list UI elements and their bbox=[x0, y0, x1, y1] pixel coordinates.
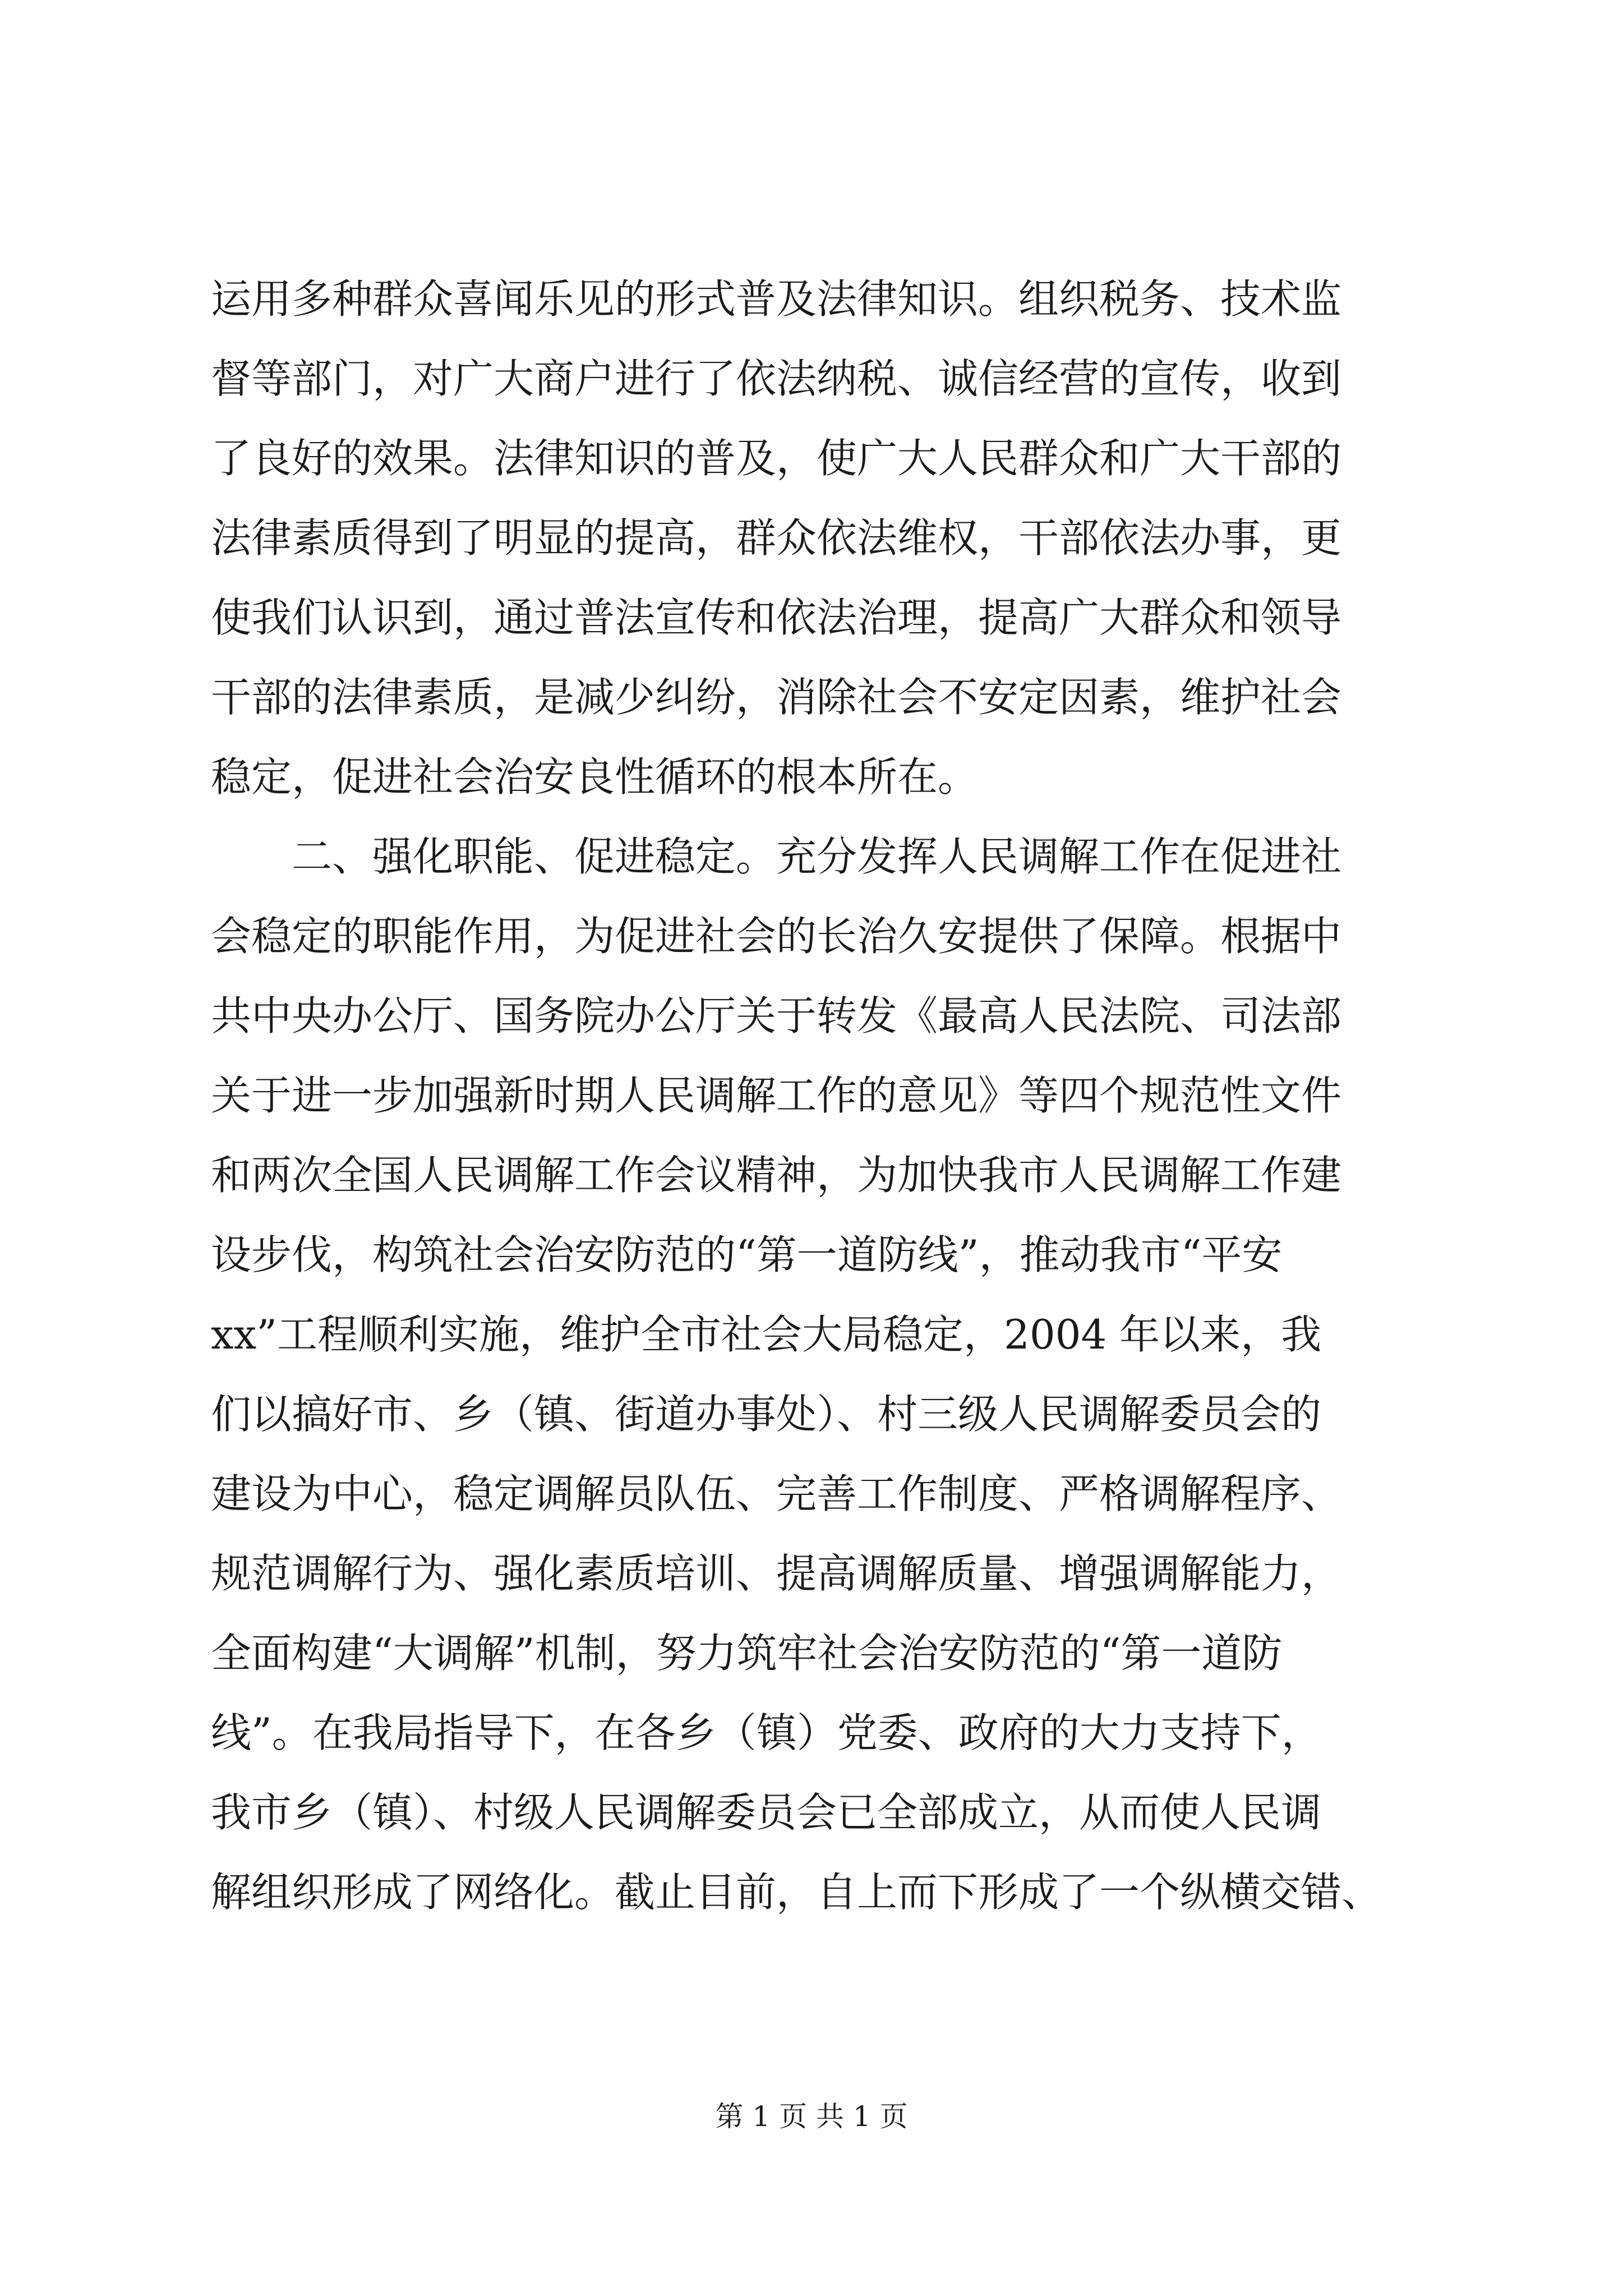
text-line: 运用多种群众喜闻乐见的形式普及法律知识。组织税务、技术监 bbox=[211, 275, 1342, 323]
page-number-footer: 第 1 页 共 1 页 bbox=[715, 2100, 908, 2133]
text-line: 关于进一步加强新时期人民调解工作的意见》等四个规范性文件 bbox=[211, 1072, 1342, 1119]
text-line: 全面构建“大调解”机制，努力筑牢社会治安防范的“第一道防 bbox=[211, 1630, 1283, 1677]
text-line: 稳定，促进社会治安良性循环的根本所在。 bbox=[211, 753, 979, 800]
text-line: 干部的法律素质，是减少纠纷，消除社会不安定因素，维护社会 bbox=[211, 674, 1342, 721]
text-line: 二、强化职能、促进稳定。充分发挥人民调解工作在促进社 bbox=[211, 833, 1342, 880]
text-line: 我市乡（镇）、村级人民调解委员会已全部成立，从而使人民调 bbox=[211, 1789, 1322, 1836]
text-line: 和两次全国人民调解工作会议精神，为加快我市人民调解工作建 bbox=[211, 1152, 1342, 1199]
text-line: 督等部门，对广大商户进行了依法纳税、诚信经营的宣传，收到 bbox=[211, 355, 1342, 402]
text-line: 法律素质得到了明显的提高，群众依法维权，干部依法办事，更 bbox=[211, 514, 1342, 562]
text-line: 共中央办公厅、国务院办公厅关于转发《最高人民法院、司法部 bbox=[211, 992, 1342, 1039]
text-line: 们以搞好市、乡（镇、街道办事处）、村三级人民调解委员会的 bbox=[211, 1391, 1322, 1438]
text-line: 会稳定的职能作用，为促进社会的长治久安提供了保障。根据中 bbox=[211, 913, 1342, 960]
text-line: 解组织形成了网络化。截止目前，自上而下形成了一个纵横交错、 bbox=[211, 1869, 1382, 1916]
text-line: 建设为中心，稳定调解员队伍、完善工作制度、严格调解程序、 bbox=[211, 1470, 1342, 1517]
text-line: 规范调解行为、强化素质培训、提高调解质量、增强调解能力， bbox=[211, 1550, 1342, 1597]
text-line: 线”。在我局指导下，在各乡（镇）党委、政府的大力支持下， bbox=[211, 1709, 1322, 1756]
text-line: xx”工程顺利实施，维护全市社会大局稳定，2004 年以来，我 bbox=[211, 1311, 1322, 1358]
text-line: 使我们认识到，通过普法宣传和依法治理，提高广大群众和领导 bbox=[211, 594, 1342, 641]
body-text bbox=[211, 259, 1422, 1932]
text-line: 了良好的效果。法律知识的普及，使广大人民群众和广大干部的 bbox=[211, 435, 1342, 482]
text-line: 设步伐，构筑社会治安防范的“第一道防线”，推动我市“平安 bbox=[211, 1231, 1283, 1278]
